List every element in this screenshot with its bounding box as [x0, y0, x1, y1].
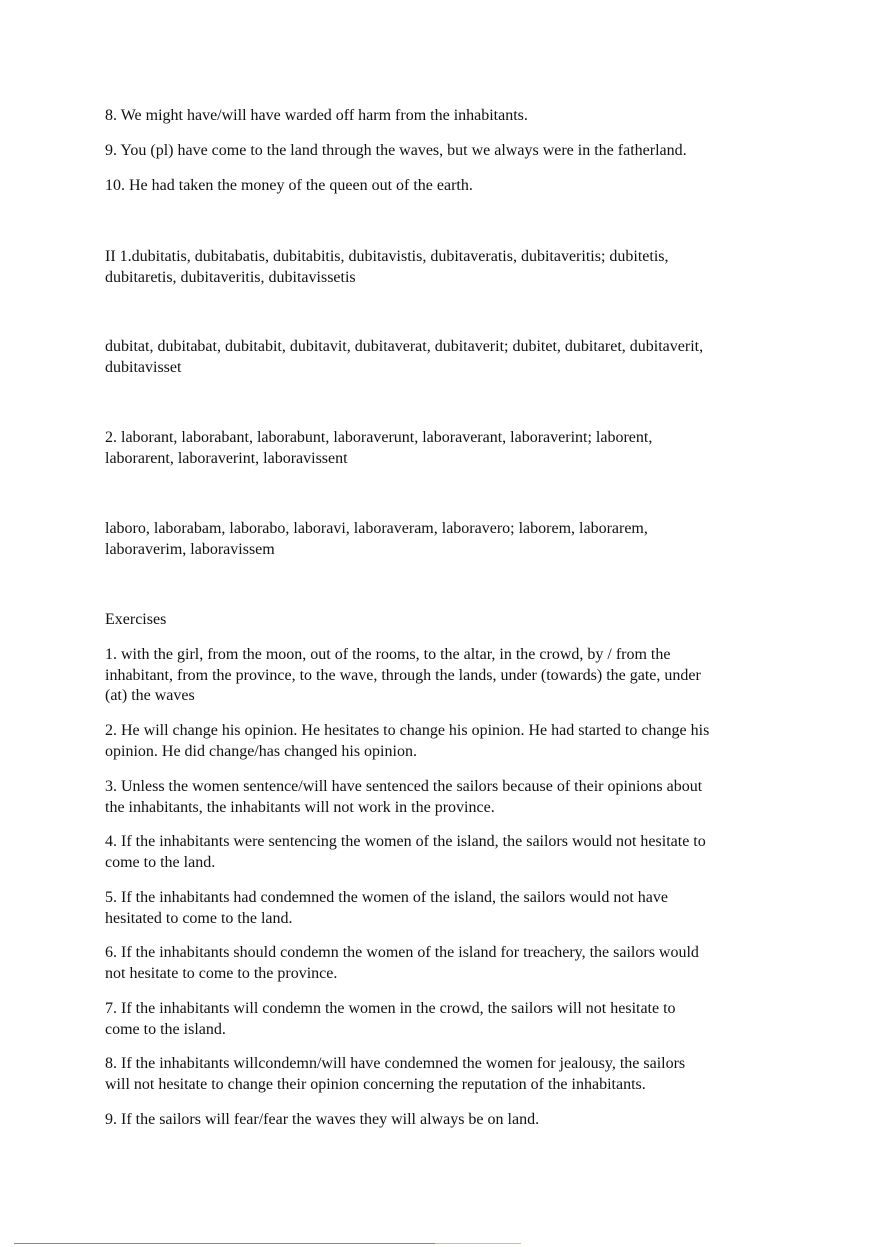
footer-rule: [14, 1243, 454, 1244]
text-line: (at) the waves: [105, 687, 195, 704]
footer-rule-segment: [435, 1243, 521, 1244]
paragraph: [105, 610, 166, 631]
paragraph: [105, 247, 669, 288]
paragraph: [105, 519, 648, 560]
paragraph: [105, 337, 703, 378]
text-line: 4. If the inhabitants were sentencing the women of the island, the sailors would not hesitate to: [105, 833, 706, 850]
text-line: 9. You (pl) have come to the land through the waves, but we always were in the fatherland.: [105, 142, 687, 159]
text-line: 8. If the inhabitants willcondemn/will have condemned the women for jealousy, the sailors: [105, 1055, 686, 1072]
text-line: II 1.dubitatis, dubitabatis, dubitabitis, dubitavistis, dubitaveratis, dubitaveritis; dubitetis,: [105, 248, 669, 265]
paragraph: [105, 176, 473, 197]
text-line: come to the land.: [105, 853, 216, 871]
paragraph: [105, 428, 652, 469]
paragraph: [105, 721, 709, 762]
paragraph: [105, 832, 706, 873]
text-line: 7. If the inhabitants will condemn the women in the crowd, the sailors will not hesitate to: [105, 1000, 676, 1017]
text-line: Exercises: [105, 611, 167, 628]
text-line: 10. He had taken the money of the queen out of the earth.: [105, 177, 473, 194]
text-line: 2. He will change his opinion. He hesitates to change his opinion. He had started to change his: [105, 722, 710, 739]
text-line: hesitated to come to the land.: [105, 909, 293, 927]
text-line: 8. We might have/will have warded off harm from the inhabitants.: [105, 107, 528, 124]
text-line: laboraverim, laboravissem: [105, 540, 275, 558]
text-line: dubitaretis, dubitaveritis, dubitavissetis: [105, 268, 356, 286]
paragraph: [105, 999, 676, 1040]
text-line: not hesitate to come to the province.: [105, 964, 338, 982]
text-line: 6. If the inhabitants should condemn the women of the island for treachery, the sailors would: [105, 944, 699, 961]
paragraph: [105, 106, 528, 127]
text-line: dubitavisset: [105, 358, 182, 376]
paragraph: [105, 141, 687, 162]
text-line: 5. If the inhabitants had condemned the women of the island, the sailors would not have: [105, 889, 668, 906]
text-line: come to the island.: [105, 1020, 226, 1038]
paragraph: [105, 888, 668, 929]
text-line: will not hesitate to change their opinion concerning the reputation of the inhabitants.: [105, 1075, 646, 1093]
text-line: 9. If the sailors will fear/fear the waves they will always be on land.: [105, 1111, 540, 1128]
text-line: 3. Unless the women sentence/will have sentenced the sailors because of their opinions about: [105, 778, 703, 795]
text-line: 1. with the girl, from the moon, out of the rooms, to the altar, in the crowd, by / from the: [105, 646, 671, 663]
paragraph: [105, 645, 701, 707]
text-line: inhabitant, from the province, to the wave, through the lands, under (towards) the gate, under: [105, 666, 701, 684]
text-line: the inhabitants, the inhabitants will not work in the province.: [105, 798, 495, 816]
paragraph: [105, 1110, 539, 1131]
paragraph: [105, 943, 699, 984]
text-line: dubitat, dubitabat, dubitabit, dubitavit, dubitaverat, dubitaverit; dubitet, dubitaret, dubitaverit,: [105, 338, 704, 355]
text-line: laborarent, laboraverint, laboravissent: [105, 449, 348, 467]
text-line: laboro, laborabam, laborabo, laboravi, laboraveram, laboravero; laborem, laborarem,: [105, 520, 648, 537]
paragraph: [105, 777, 702, 818]
paragraph: [105, 1054, 685, 1095]
text-line: opinion. He did change/has changed his opinion.: [105, 742, 417, 760]
text-line: 2. laborant, laborabant, laborabunt, laboraverunt, laboraverant, laboraverint; laborent,: [105, 429, 653, 446]
